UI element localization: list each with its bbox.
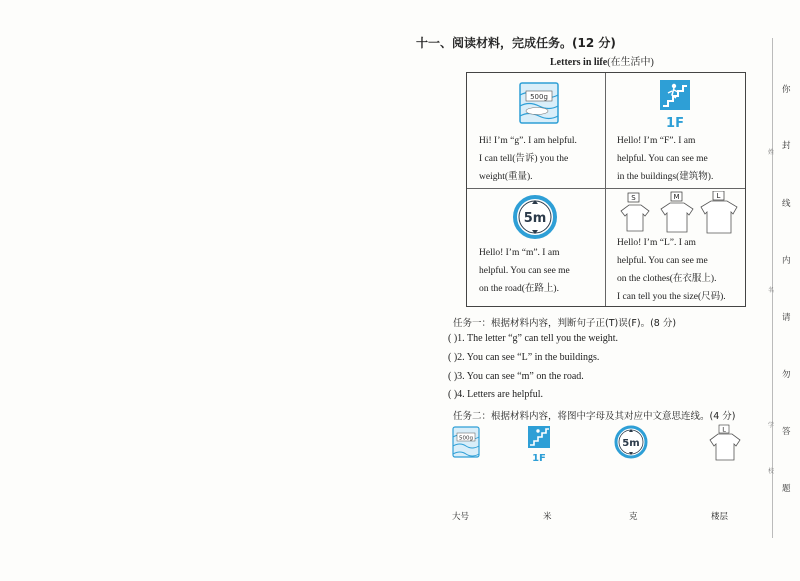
cell-f-text	[617, 132, 713, 186]
distance-sign-icon	[513, 195, 557, 239]
margin-char: 你	[782, 85, 791, 95]
margin-small-label: 姓	[768, 149, 775, 156]
task2-title: 任务二：根据材料内容，将图中字母及其对应中文意思连线。(4 分)	[453, 411, 736, 422]
grid-divider-horizontal	[467, 188, 745, 189]
margin-small-label: 校	[768, 468, 775, 475]
stairs-floor-icon	[657, 78, 693, 130]
cell-g-line: weight(重量).	[479, 172, 533, 182]
task2-word-1[interactable]: 大号	[452, 512, 470, 522]
task2-word-2[interactable]: 米	[543, 512, 552, 522]
floor-label: 1F	[666, 116, 684, 130]
cell-f-line: in the buildings(建筑物).	[617, 172, 714, 182]
task2-word-3[interactable]: 克	[629, 512, 638, 522]
cell-m-line: Hello! I’m “m”. I am	[479, 248, 560, 258]
cell-f-line: Hello! I’m “F”. I am	[617, 136, 696, 146]
task2-word-4[interactable]: 楼层	[711, 512, 729, 522]
margin-small-label: 学	[768, 422, 775, 429]
section-title: 十一、阅读材料，完成任务。(12 分)	[416, 36, 616, 50]
answer-bracket[interactable]: ( )	[448, 352, 458, 363]
weight-bag-icon	[517, 80, 561, 126]
task2-stairs-icon[interactable]	[525, 425, 553, 463]
margin-char: 线	[782, 199, 791, 209]
cell-g-line: I can tell(告诉) you the	[479, 154, 569, 164]
reading-title-cn: (在生活中)	[607, 57, 654, 68]
size-tag-m: M	[673, 193, 680, 201]
margin-char: 勿	[782, 370, 791, 380]
answer-bracket[interactable]: ( )	[448, 371, 458, 382]
cell-l-line: helpful. You can see me	[617, 256, 708, 266]
answer-bracket[interactable]: ( )	[448, 389, 458, 400]
cell-l-line: I can tell you the size(尺码).	[617, 292, 726, 302]
cell-g-text	[479, 132, 577, 186]
margin-char: 答	[782, 427, 791, 437]
cell-m-line: helpful. You can see me	[479, 266, 570, 276]
cell-l-text	[617, 234, 726, 306]
task2-shirt-icon[interactable]	[706, 424, 744, 462]
margin-small-label: 名	[768, 287, 775, 294]
size-tag-l: L	[716, 192, 721, 200]
reading-grid	[466, 72, 746, 307]
grid-divider-vertical	[605, 73, 606, 306]
cell-l-line: Hello! I’m “L”. I am	[617, 238, 696, 248]
task2-distance-sign-icon[interactable]	[614, 425, 648, 459]
cell-m-line: on the road(在路上).	[479, 284, 559, 294]
task1-title: 任务一：根据材料内容，判断句子正(T)误(F)。(8 分)	[453, 318, 677, 329]
answer-bracket[interactable]: ( )	[448, 333, 458, 344]
margin-char: 封	[782, 141, 791, 151]
task2-weight-bag-icon[interactable]	[451, 425, 481, 459]
task1-item-2: ( )2. You can see “L” in the buildings.	[448, 352, 600, 363]
shirts-size-icon	[615, 191, 741, 235]
weight-label: 500g	[530, 93, 548, 101]
task1-item-3: ( )3. You can see “m” on the road.	[448, 371, 584, 382]
cell-g-line: Hi! I’m “g”. I am helpful.	[479, 136, 577, 146]
task1-item-1: ( )1. The letter “g” can tell you the weight.	[448, 333, 619, 344]
cell-f-line: helpful. You can see me	[617, 154, 708, 164]
svg-text:L: L	[722, 425, 726, 434]
margin-char: 内	[782, 256, 791, 266]
size-tag-s: S	[631, 194, 636, 202]
svg-text:500g: 500g	[459, 435, 473, 442]
reading-title	[550, 53, 654, 68]
reading-title-en: Letters in life	[550, 57, 608, 68]
margin-char: 请	[782, 313, 791, 323]
svg-text:1F: 1F	[532, 453, 546, 463]
cell-l-line: on the clothes(在衣服上).	[617, 274, 717, 284]
task1-item-4: ( )4. Letters are helpful.	[448, 389, 543, 400]
distance-label: 5m	[523, 211, 547, 226]
margin-char: 题	[782, 484, 791, 494]
cell-m-text	[479, 244, 570, 298]
svg-text:5m: 5m	[622, 438, 640, 449]
